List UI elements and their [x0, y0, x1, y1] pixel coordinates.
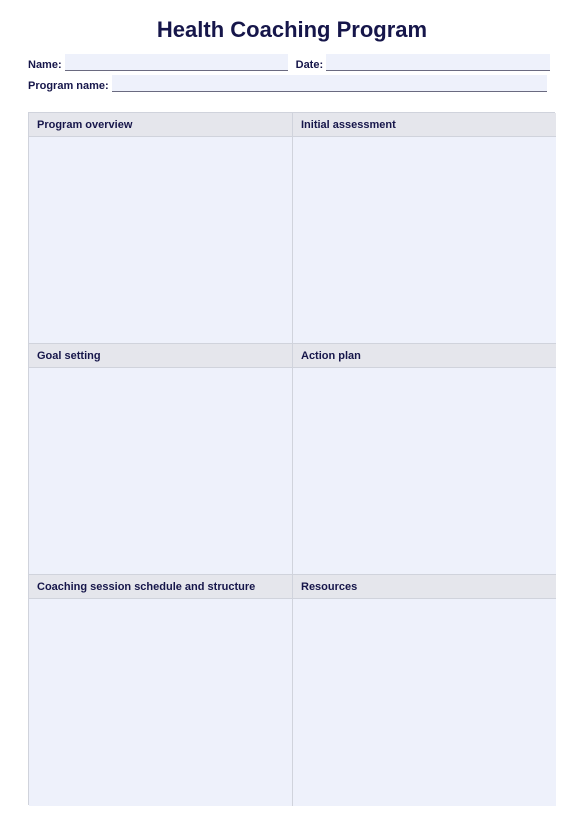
name-field[interactable] — [65, 54, 288, 71]
action-plan-input[interactable] — [293, 368, 556, 574]
page-title: Health Coaching Program — [156, 17, 428, 42]
section-heading: Coaching session schedule and structure — [29, 575, 292, 599]
name-date-row — [28, 54, 550, 71]
section-coaching-session-schedule — [29, 575, 293, 806]
initial-assessment-input[interactable] — [293, 137, 556, 343]
section-heading: Goal setting — [29, 344, 292, 368]
section-goal-setting — [29, 344, 293, 575]
section-heading: Program overview — [29, 113, 292, 137]
section-heading: Initial assessment — [293, 113, 556, 137]
goal-setting-input[interactable] — [29, 368, 292, 574]
program-overview-input[interactable] — [29, 137, 292, 343]
date-label: Date: — [295, 59, 324, 71]
program-name-field[interactable] — [112, 75, 547, 92]
program-name-row — [28, 75, 547, 92]
name-label: Name: — [28, 59, 62, 71]
section-heading: Resources — [293, 575, 556, 599]
program-name-label: Program name: — [28, 80, 109, 92]
section-program-overview — [29, 113, 293, 344]
section-initial-assessment — [293, 113, 556, 344]
coaching-session-schedule-input[interactable] — [29, 599, 292, 806]
resources-input[interactable] — [293, 599, 556, 806]
date-field[interactable] — [326, 54, 550, 71]
program-sections-grid — [28, 112, 555, 805]
section-heading: Action plan — [293, 344, 556, 368]
section-action-plan — [293, 344, 556, 575]
section-resources — [293, 575, 556, 806]
